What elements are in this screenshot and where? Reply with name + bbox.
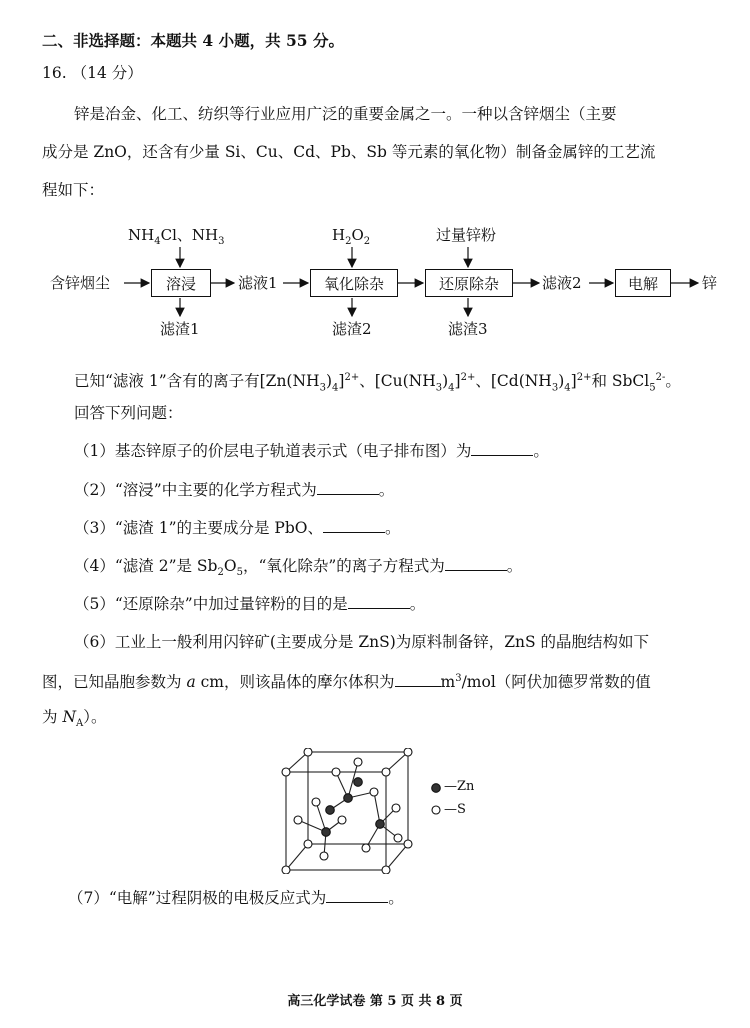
section-heading: 二、非选择题：本题共 4 小题，共 55 分。	[42, 31, 344, 50]
s-atom	[404, 840, 412, 848]
legend-zn-marker	[432, 784, 441, 793]
s-atom	[294, 816, 302, 824]
reduce-box: 还原除杂	[425, 269, 513, 297]
s-atom	[362, 844, 370, 852]
known-ions-line: 已知“滤液 1”含有的离子有$[Zn(NH_3)_4]^{2+}$、$[Cu(NH_3)_4]^{2+}$、$[Cd(NH_3)_4]^{2+}$和 SbCl$_5^{2-}$。	[74, 372, 681, 394]
leach-box: 溶浸	[151, 269, 211, 297]
s-atom	[394, 834, 402, 842]
answer-blank-2[interactable]	[317, 480, 379, 495]
zn-atom	[376, 820, 385, 829]
answer-blank-1[interactable]	[471, 441, 533, 456]
zns-unit-cell-figure	[268, 748, 494, 874]
process-flowchart	[0, 215, 750, 345]
intro-line-3: 程如下：	[42, 181, 105, 199]
electrolysis-box: 电解	[615, 269, 671, 297]
reagent3-label: 过量锌粉	[436, 226, 497, 244]
s-atom	[282, 866, 290, 874]
s-atom	[304, 840, 312, 848]
zn-atom	[326, 806, 335, 815]
answer-blank-3[interactable]	[323, 518, 385, 533]
answer-blank-5[interactable]	[348, 594, 410, 609]
answer-blank-6[interactable]	[395, 672, 441, 687]
flow-input-label: 含锌烟尘	[50, 274, 111, 292]
s-atom	[382, 768, 390, 776]
zinc-output-label: 锌	[702, 274, 718, 292]
question-6-line-2: 图，已知晶胞参数为 a cm，则该晶体的摩尔体积为 $m^3/mol$（阿伏加德罗常数的值	[42, 673, 651, 692]
question-5: （5）“还原除杂”中加过量锌粉的目的是 。	[74, 595, 426, 613]
filtrate2-label: 滤液2	[542, 274, 582, 292]
residue3-label: 滤渣3	[448, 320, 488, 338]
answer-prompt: 回答下列问题：	[74, 404, 183, 422]
s-atom	[404, 748, 412, 756]
answer-blank-4[interactable]	[445, 556, 507, 571]
s-atom	[370, 788, 378, 796]
intro-line-1: 锌是冶金、化工、纺织等行业应用广泛的重要金属之一。一种以含锌烟尘（主要	[74, 105, 617, 123]
filtrate1-label: 滤液1	[238, 274, 278, 292]
zn-atom	[344, 794, 353, 803]
zn-atom	[354, 778, 363, 787]
legend-zn-label: —Zn	[444, 779, 475, 794]
question-6-line-3: 为 $N_A$）。	[42, 708, 107, 730]
residue1-label: 滤渣1	[160, 320, 200, 338]
question-number: 16. （14 分）	[42, 64, 143, 82]
s-atom	[392, 804, 400, 812]
s-atom	[282, 768, 290, 776]
reagent1-label: $NH_4Cl$、$NH_3$	[128, 226, 225, 247]
question-2: （2）“溶浸”中主要的化学方程式为 。	[74, 481, 395, 499]
question-1: （1）基态锌原子的价层电子轨道表示式（电子排布图）为 。	[74, 442, 549, 460]
question-4: （4）“滤渣 2”是 $Sb_2O_5$，“氧化除杂”的离子方程式为 。	[74, 557, 523, 579]
page-footer: 高三化学试卷 第 5 页 共 8 页	[287, 994, 463, 1009]
zn-atom	[322, 828, 331, 837]
intro-line-2: 成分是 ZnO，还含有少量 Si、Cu、Cd、Pb、Sb 等元素的氧化物）制备金属锌的工艺流	[42, 143, 656, 161]
question-3: （3）“滤渣 1”的主要成分是 PbO、 。	[74, 519, 401, 537]
s-atom	[338, 816, 346, 824]
legend-s-marker	[432, 806, 440, 814]
answer-blank-7[interactable]	[326, 888, 388, 903]
question-6-line-1: （6）工业上一般利用闪锌矿(主要成分是 ZnS)为原料制备锌，ZnS 的晶胞结构如下	[74, 633, 650, 651]
reagent2-label: $H_2O_2$	[332, 226, 371, 247]
s-atom	[354, 758, 362, 766]
residue2-label: 滤渣2	[332, 320, 372, 338]
s-atom	[382, 866, 390, 874]
s-atom	[320, 852, 328, 860]
question-7: （7）“电解”过程阴极的电极反应式为 。	[68, 889, 404, 907]
s-atom	[332, 768, 340, 776]
oxidize-box: 氧化除杂	[310, 269, 398, 297]
legend-s-label: —S	[444, 802, 466, 817]
s-atom	[312, 798, 320, 806]
s-atom	[304, 748, 312, 756]
